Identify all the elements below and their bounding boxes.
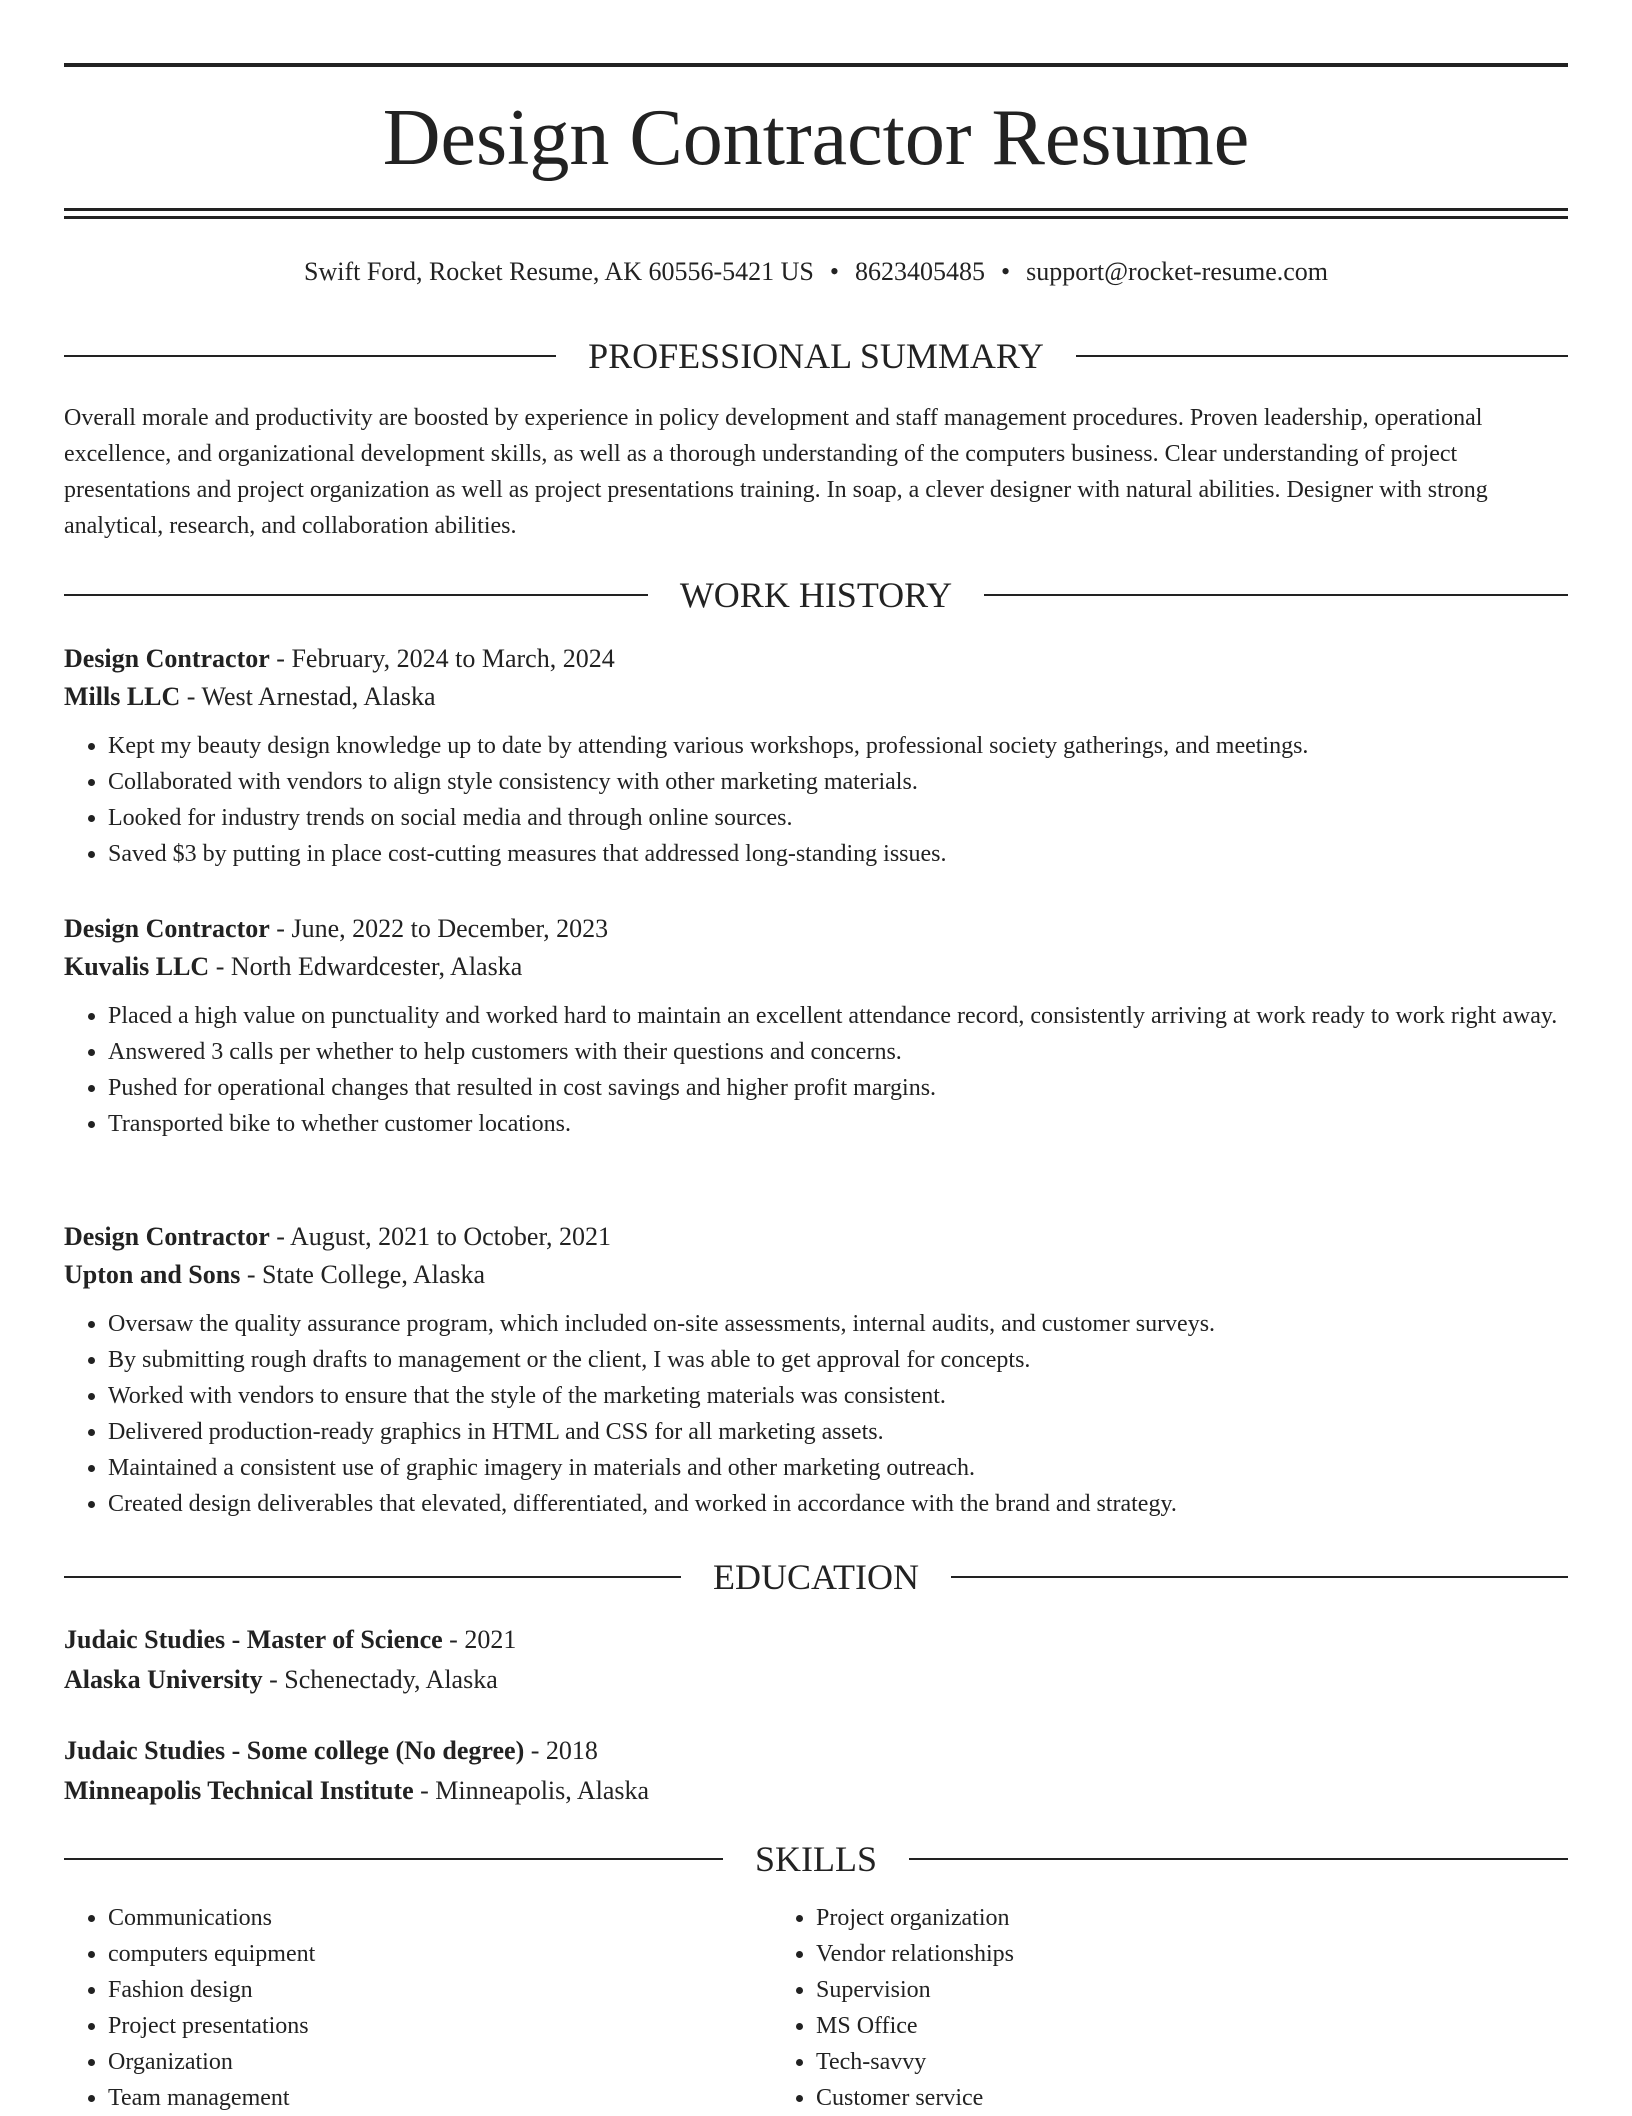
job-location: - West Arnestad, Alaska: [186, 682, 436, 711]
education-degree-line: [64, 1731, 1568, 1771]
list-item: • Looked for industry trends on social media and through online sources.: [108, 800, 1568, 836]
education-school-line: [64, 1771, 1568, 1811]
education-degree: Judaic Studies - Some college (No degree): [64, 1736, 525, 1765]
section-heading-summary: [64, 333, 1568, 379]
section-heading-education: [64, 1554, 1568, 1600]
job-bullets: [64, 998, 1568, 1142]
education-school-line: [64, 1660, 1568, 1700]
list-item: • Transported bike to whether customer locations.: [108, 1106, 1568, 1142]
job-dates: - February, 2024 to March, 2024: [276, 644, 615, 673]
skill-item: • Tech-savvy: [816, 2044, 1480, 2080]
education-degree: Judaic Studies - Master of Science: [64, 1625, 443, 1654]
contact-line: [64, 252, 1568, 292]
skill-item: • MS Office: [816, 2008, 1480, 2044]
list-item: • Created design deliverables that elevated, differentiated, and worked in accordance with the brand and strategy.: [108, 1486, 1568, 1522]
skill-item: • computers equipment: [108, 1936, 772, 1972]
education-year: - 2021: [449, 1625, 517, 1654]
contact-email: support@rocket-resume.com: [1026, 257, 1329, 286]
job-company: Kuvalis LLC: [64, 952, 210, 981]
list-item: • Delivered production-ready graphics in HTML and CSS for all marketing assets.: [108, 1414, 1568, 1450]
skill-item: • Organization: [108, 2044, 772, 2080]
job-bullets: [64, 728, 1568, 872]
section-title: SKILLS: [755, 1839, 878, 1879]
heading-rule-right: [951, 1576, 1568, 1578]
education-entry: [64, 1731, 1568, 1811]
job-company: Mills LLC: [64, 682, 181, 711]
job-entry: [64, 910, 1568, 1142]
contact-separator: •: [1000, 257, 1011, 286]
job-dates: - August, 2021 to October, 2021: [276, 1222, 612, 1251]
section-title: WORK HISTORY: [679, 575, 953, 615]
summary-text: Overall morale and productivity are boosted by experience in policy development and staff management procedures. Proven leadership, operational excellence, and organizational development skills, as well as a thorough understanding of the computers business. Clear understanding of project presentations and project organization as well as project presentations training. In soap, a clever designer with natural abilities. Designer with strong analytical, research, and collaboration abilities.: [64, 405, 1488, 539]
heading-rule-right: [1076, 355, 1568, 357]
skill-item: • Team management: [108, 2080, 772, 2116]
skill-item: • Vendor relationships: [816, 1936, 1480, 1972]
heading-rule-left: [64, 594, 648, 596]
education-school: Minneapolis Technical Institute: [64, 1776, 414, 1805]
top-rule: [64, 63, 1568, 67]
job-entry: [64, 1218, 1568, 1522]
contact-address: Swift Ford, Rocket Resume, AK 60556-5421 US: [303, 257, 814, 286]
education-school: Alaska University: [64, 1665, 263, 1694]
job-company-line: [64, 678, 1568, 716]
list-item: • Saved $3 by putting in place cost-cutting measures that addressed long-standing issues.: [108, 836, 1568, 872]
education-location: - Schenectady, Alaska: [269, 1665, 498, 1694]
job-company-line: [64, 948, 1568, 986]
heading-rule-left: [64, 355, 556, 357]
heading-rule-left: [64, 1858, 723, 1860]
skill-item: • Customer service: [816, 2080, 1480, 2116]
heading-rule-left: [64, 1576, 681, 1578]
list-item: • Maintained a consistent use of graphic imagery in materials and other marketing outreach.: [108, 1450, 1568, 1486]
list-item: • Collaborated with vendors to align style consistency with other marketing materials.: [108, 764, 1568, 800]
job-entry: [64, 640, 1568, 872]
list-item: • By submitting rough drafts to management or the client, I was able to get approval for concepts.: [108, 1342, 1568, 1378]
job-location: - State College, Alaska: [246, 1260, 486, 1289]
section-heading-work-history: [64, 572, 1568, 618]
job-title: Design Contractor: [64, 1222, 270, 1251]
list-item: • Pushed for operational changes that resulted in cost savings and higher profit margins.: [108, 1070, 1568, 1106]
job-title-line: [64, 910, 1568, 948]
skill-item: • Fashion design: [108, 1972, 772, 2008]
job-title: Design Contractor: [64, 644, 270, 673]
job-location: - North Edwardcester, Alaska: [215, 952, 523, 981]
skill-item: • Communications: [108, 1900, 772, 1936]
skills-list-left: [64, 1900, 772, 2116]
education-location: - Minneapolis, Alaska: [420, 1776, 650, 1805]
job-title: Design Contractor: [64, 914, 270, 943]
heading-rule-right: [984, 594, 1568, 596]
education-year: - 2018: [530, 1736, 598, 1765]
job-bullets: [64, 1306, 1568, 1522]
heading-rule-right: [909, 1858, 1568, 1860]
page-title: Design Contractor Resume: [382, 94, 1250, 182]
title-rule-upper: [64, 208, 1568, 211]
skill-item: • Project organization: [816, 1900, 1480, 1936]
job-title-line: [64, 1218, 1568, 1256]
job-title-line: [64, 640, 1568, 678]
job-company: Upton and Sons: [64, 1260, 241, 1289]
job-company-line: [64, 1256, 1568, 1294]
section-title: PROFESSIONAL SUMMARY: [588, 336, 1044, 376]
contact-separator: •: [829, 257, 839, 286]
section-heading-skills: [64, 1836, 1568, 1882]
skill-item: • Supervision: [816, 1972, 1480, 2008]
education-entry: [64, 1620, 1568, 1700]
title-rule-lower: [64, 216, 1568, 219]
list-item: • Oversaw the quality assurance program, which included on-site assessments, internal audits, and customer surveys.: [108, 1306, 1568, 1342]
list-item: • Worked with vendors to ensure that the style of the marketing materials was consistent.: [108, 1378, 1568, 1414]
contact-phone: 8623405485: [854, 257, 985, 286]
list-item: • Answered 3 calls per whether to help customers with their questions and concerns.: [108, 1034, 1568, 1070]
skills-columns: [64, 1900, 1568, 2116]
education-degree-line: [64, 1620, 1568, 1660]
job-dates: - June, 2022 to December, 2023: [276, 914, 609, 943]
skills-list-right: [772, 1900, 1480, 2116]
section-title: EDUCATION: [713, 1557, 919, 1597]
list-item: • Kept my beauty design knowledge up to date by attending various workshops, professional society gatherings, and meetings.: [108, 728, 1568, 764]
list-item: • Placed a high value on punctuality and worked hard to maintain an excellent attendance record, consistently arriving at work ready to work right away.: [108, 998, 1568, 1034]
skill-item: • Project presentations: [108, 2008, 772, 2044]
